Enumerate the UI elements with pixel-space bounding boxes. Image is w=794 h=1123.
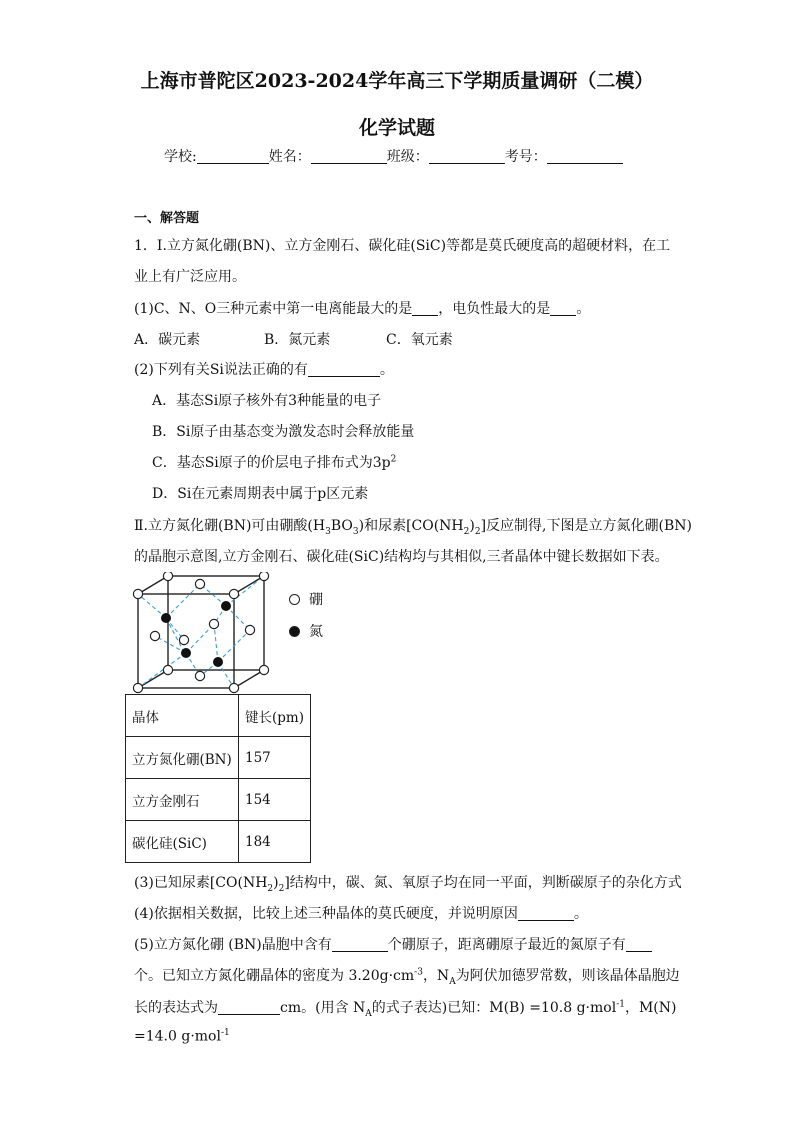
- table-row: [126, 737, 311, 779]
- sub5-text-d: ，N: [422, 968, 450, 984]
- name-label: 姓名：: [268, 149, 311, 165]
- sub-question-5-line-4: [134, 1028, 230, 1045]
- sub5-blank-1[interactable]: [332, 937, 388, 952]
- sub3-text-c: ]结构中，碳、氮、氧原子均在同一平面，判断碳原子的杂化方式: [284, 875, 682, 891]
- sub5-text-a: (5)立方氮化硼 (BN)晶胞中含有: [134, 937, 332, 953]
- sub1-text-c: 。: [576, 301, 591, 317]
- sub2-text-b: 。: [379, 362, 394, 378]
- sub1-blank-2[interactable]: [550, 301, 576, 316]
- sub1-options: [134, 329, 453, 349]
- table-row: [126, 779, 311, 821]
- sub4-blank[interactable]: [518, 906, 574, 921]
- table-cell: 184: [239, 821, 311, 863]
- subscript: 2: [463, 526, 470, 537]
- sub3-text-a: (3)已知尿素[CO(NH: [134, 875, 268, 891]
- nitrogen-atoms: [161, 601, 231, 667]
- class-label: 班级：: [386, 149, 429, 165]
- sub1-blank-1[interactable]: [412, 301, 438, 316]
- exam-number-blank[interactable]: [547, 149, 623, 164]
- table-row: [126, 821, 311, 863]
- sub5-text-b: 个硼原子，距离硼原子最近的氮原子有: [387, 937, 626, 953]
- subscript: 3: [352, 526, 359, 537]
- superscript: -1: [220, 1028, 230, 1038]
- table-header-bond-length: 键长(pm): [239, 695, 311, 737]
- sub1-option-a[interactable]: A．碳元素: [134, 332, 201, 348]
- superscript: -3: [414, 967, 423, 978]
- bond-length-table: [125, 694, 311, 863]
- legend-nitrogen-label: 氮: [309, 624, 323, 640]
- name-blank[interactable]: [311, 149, 387, 164]
- exam-subtitle: 化学试题: [358, 117, 435, 139]
- sub2-text-a: (2)下列有关Si说法正确的有: [134, 362, 308, 378]
- table-header-row: [126, 695, 311, 737]
- part1-text-1: Ⅰ.立方氮化硼(BN)、立方金刚石、碳化硅(SiC)等都是莫氏硬度高的超硬材料，在工: [156, 238, 671, 254]
- subscript: A: [449, 976, 456, 987]
- sub-question-2: [134, 359, 394, 379]
- subscript: A: [365, 1008, 372, 1019]
- sub5-text-h: 的式子表达)已知：M(B) =10.8 g·mol: [371, 1000, 617, 1016]
- part2-text-1: [134, 515, 692, 537]
- sub5-text-j: =14.0 g·mol: [134, 1028, 221, 1045]
- sub-question-1: [134, 298, 590, 318]
- school-label: 学校:: [164, 149, 197, 165]
- class-blank[interactable]: [429, 149, 505, 164]
- superscript: -1: [616, 999, 625, 1010]
- part1-text-2: 业上有广泛应用。: [134, 269, 246, 285]
- section-heading: 一、解答题: [134, 211, 200, 226]
- sub5-text-c: 个。已知立方氮化硼晶体的密度为 3.20g·cm: [134, 968, 415, 984]
- subscript: 2: [267, 883, 274, 894]
- sub-question-4: [134, 903, 588, 923]
- school-blank[interactable]: [197, 149, 269, 164]
- table-cell: 154: [239, 779, 311, 821]
- sub5-blank-2[interactable]: [626, 937, 652, 952]
- sub2-option-c-text: C．基态Si原子的价层电子排布式为3p: [152, 455, 391, 471]
- bn-unit-cell-diagram: [128, 572, 273, 694]
- table-header-crystal: 晶体: [126, 695, 239, 737]
- sub1-text-b: ，电负性最大的是: [438, 301, 551, 317]
- legend-nitrogen: [289, 621, 323, 641]
- sub1-option-b[interactable]: B．氮元素: [264, 332, 331, 348]
- part2-text-2: 的晶胞示意图,立方金刚石、碳化硅(SiC)结构均与其相似,三者晶体中键长数据如下表。: [134, 549, 669, 565]
- part2-seg-e: ]反应制得,下图是立方氮化硼(BN): [480, 518, 692, 534]
- sub-question-5-line-1: [134, 934, 652, 954]
- exam-number-label: 考号：: [504, 149, 547, 165]
- sub-question-5-line-3: [134, 997, 676, 1019]
- sub4-text-b: 。: [573, 906, 588, 922]
- sub2-option-c[interactable]: [152, 452, 396, 472]
- part2-seg-d: ): [469, 518, 475, 534]
- part2-seg-b: BO: [330, 518, 353, 534]
- sub2-blank[interactable]: [308, 362, 380, 377]
- sub5-text-e: 为阿伏加德罗常数，则该晶体晶胞边: [455, 968, 680, 984]
- subscript: 2: [474, 526, 481, 537]
- legend-boron-label: 硼: [309, 592, 323, 608]
- q1-line-1: [134, 235, 670, 255]
- part2-seg-c: )和尿素[CO(NH: [358, 518, 464, 534]
- sub-question-3: [134, 872, 682, 894]
- part2-seg-a: Ⅱ.立方氮化硼(BN)可由硼酸(H: [134, 518, 326, 534]
- exam-title: 上海市普陀区2023-2024学年高三下学期质量调研（二模）: [140, 70, 654, 92]
- sub5-text-g: cm。(用含 N: [280, 1000, 366, 1016]
- sub5-blank-3[interactable]: [218, 1000, 280, 1015]
- sub1-option-c[interactable]: C．氧元素: [386, 332, 453, 348]
- sub3-text-b: ): [273, 875, 279, 891]
- info-line: [164, 146, 623, 166]
- question-number: 1．: [134, 238, 157, 254]
- boron-atoms: [133, 572, 268, 693]
- sub1-text-a: (1)C、N、O三种元素中第一电离能最大的是: [134, 301, 413, 317]
- table-cell: 157: [239, 737, 311, 779]
- sub5-text-i: ，M(N): [624, 1000, 677, 1016]
- sub4-text-a: (4)依据相关数据，比较上述三种晶体的莫氏硬度，并说明原因: [134, 906, 518, 922]
- sub2-option-d[interactable]: D．Si在元素周期表中属于p区元素: [152, 486, 369, 502]
- sub2-option-a[interactable]: A．基态Si原子核外有3种能量的电子: [152, 393, 382, 409]
- table-cell: 立方金刚石: [126, 779, 239, 821]
- white-circle-icon: [289, 594, 300, 605]
- sub5-text-f: 长的表达式为: [134, 1000, 218, 1016]
- sub2-option-b[interactable]: B．Si原子由基态变为激发态时会释放能量: [152, 424, 415, 440]
- subscript: 2: [278, 883, 285, 894]
- table-cell: 碳化硅(SiC): [126, 821, 239, 863]
- subscript: 3: [325, 526, 331, 537]
- black-circle-icon: [289, 626, 300, 637]
- superscript: 2: [390, 454, 397, 465]
- table-cell: 立方氮化硼(BN): [126, 737, 239, 779]
- sub-question-5-line-2: [134, 965, 680, 987]
- legend-boron: [289, 589, 323, 609]
